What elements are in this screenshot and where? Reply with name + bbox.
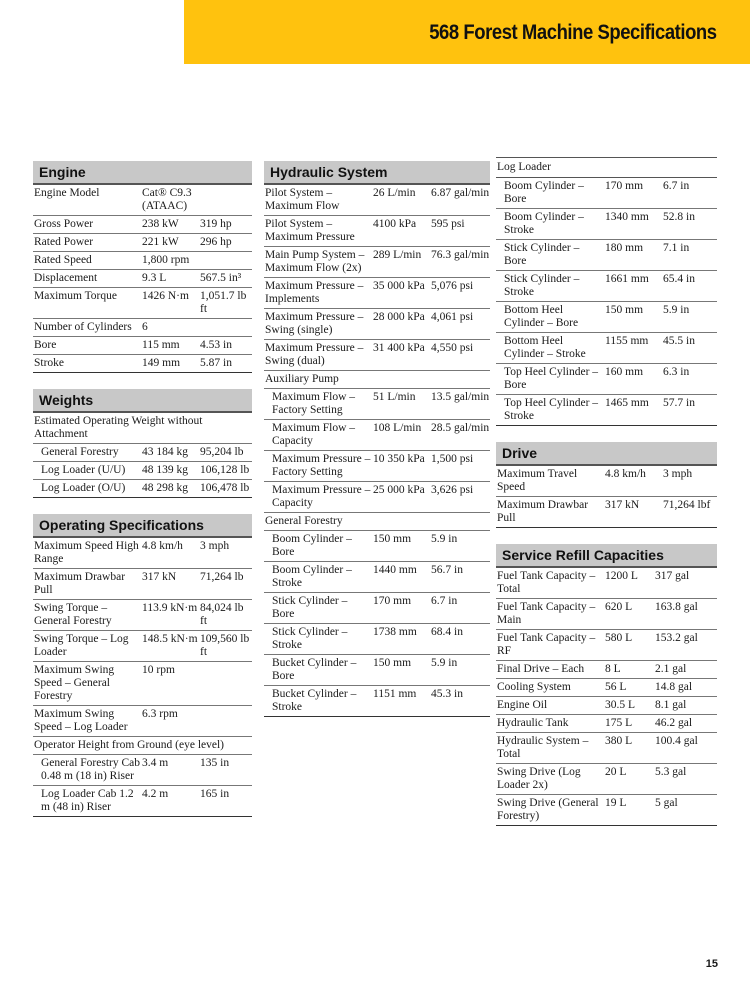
operating-table [33,538,252,817]
spec-label: Engine Model [33,185,141,216]
spec-value-imperial [199,706,252,737]
refill-heading: Service Refill Capacities [496,544,717,568]
spec-value-imperial: 5.9 in [430,655,490,686]
spec-value-metric: 317 kN [604,497,662,528]
spec-row [496,466,717,497]
spec-row [33,480,252,498]
spec-row [264,686,490,717]
spec-value-imperial: 106,128 lb [199,462,252,480]
spec-row [264,593,490,624]
spec-value-metric: 20 L [604,764,654,795]
spec-label: Final Drive – Each [496,661,604,679]
spec-row [496,271,717,302]
spec-row [496,209,717,240]
spec-label: Log Loader (O/U) [33,480,141,498]
spec-value-metric: 180 mm [604,240,662,271]
spec-value-imperial: 4,061 psi [430,309,490,340]
spec-value-metric: 56 L [604,679,654,697]
spec-row [264,482,490,513]
spec-value-metric: 1155 mm [604,333,662,364]
spec-label: Log Loader (U/U) [33,462,141,480]
spec-value-metric: 1426 N·m [141,288,199,319]
spec-row [496,715,717,733]
spec-value-imperial: 296 hp [199,234,252,252]
spec-label: Maximum Flow – Factory Setting [264,389,372,420]
spec-value-metric: 170 mm [604,178,662,209]
spec-value-metric: 1151 mm [372,686,430,717]
spec-row [33,631,252,662]
drive-table [496,466,717,528]
spec-value-metric: 150 mm [604,302,662,333]
spec-value-metric: 10 350 kPa [372,451,430,482]
spec-row [33,216,252,234]
spec-value-metric: 4.2 m [141,786,199,817]
drive-heading: Drive [496,442,717,466]
spec-value-metric: 3.4 m [141,755,199,786]
spec-value-imperial [199,252,252,270]
spec-row [496,599,717,630]
spec-value-metric: 115 mm [141,337,199,355]
spec-value-metric: 9.3 L [141,270,199,288]
spec-value-imperial: 100.4 gal [654,733,717,764]
spec-row [33,355,252,373]
spec-value-metric: 1,800 rpm [141,252,199,270]
spec-label: Boom Cylinder – Stroke [264,562,372,593]
spec-label: Maximum Speed High Range [33,538,141,569]
spec-value-metric: 108 L/min [372,420,430,451]
spec-value-imperial: 106,478 lb [199,480,252,498]
spec-label: Swing Drive (General Forestry) [496,795,604,826]
spec-value-metric: 580 L [604,630,654,661]
spec-value-metric: 317 kN [141,569,199,600]
spec-value-imperial: 5,076 psi [430,278,490,309]
spec-value-imperial: 153.2 gal [654,630,717,661]
spec-row [33,288,252,319]
spec-value-metric: 380 L [604,733,654,764]
spec-value-metric: 160 mm [604,364,662,395]
spec-value-imperial: 5.3 gal [654,764,717,795]
column-middle [264,157,490,717]
spec-row [496,497,717,528]
spec-label: Swing Drive (Log Loader 2x) [496,764,604,795]
spec-value-imperial: 1,051.7 lb ft [199,288,252,319]
spec-row [33,755,252,786]
spec-label: Stick Cylinder – Bore [264,593,372,624]
spec-row [33,270,252,288]
spec-row [33,337,252,355]
log-loader-table [496,178,717,426]
spec-value-metric: 1340 mm [604,209,662,240]
spec-label: Rated Speed [33,252,141,270]
spec-value-metric: 4.8 km/h [141,538,199,569]
spec-value-imperial: 6.3 in [662,364,717,395]
spec-value-metric: 10 rpm [141,662,199,706]
spec-label: Engine Oil [496,697,604,715]
spec-value-imperial: 6.7 in [430,593,490,624]
spec-label: Maximum Pressure – Factory Setting [264,451,372,482]
spec-value-imperial: 5 gal [654,795,717,826]
hydraulic-heading: Hydraulic System [264,161,490,185]
spec-label: Fuel Tank Capacity – Total [496,568,604,599]
spec-label: Boom Cylinder – Bore [264,531,372,562]
spec-row [264,185,490,216]
spec-value-imperial: 45.3 in [430,686,490,717]
weights-table [33,413,252,498]
spec-row [264,562,490,593]
spec-value-imperial: 56.7 in [430,562,490,593]
spec-label: Maximum Travel Speed [496,466,604,497]
title-banner [184,0,750,64]
spec-label: Stick Cylinder – Stroke [496,271,604,302]
spec-value-imperial: 4,550 psi [430,340,490,371]
spec-value-metric: 238 kW [141,216,199,234]
spec-value-metric: 25 000 kPa [372,482,430,513]
spec-value-imperial [199,185,252,216]
spec-row [264,247,490,278]
spec-value-imperial: 8.1 gal [654,697,717,715]
spec-label: Pilot System – Maximum Pressure [264,216,372,247]
spec-row [33,786,252,817]
spec-label: Bucket Cylinder – Stroke [264,686,372,717]
spec-label: Top Heel Cylinder – Stroke [496,395,604,426]
spec-row [264,309,490,340]
spec-label: Stick Cylinder – Bore [496,240,604,271]
log-loader-heading: Log Loader [496,157,717,178]
spec-value-metric: 30.5 L [604,697,654,715]
spec-label: Number of Cylinders [33,319,141,337]
spec-label: General Forestry [33,444,141,462]
spec-row [496,302,717,333]
spec-row [33,185,252,216]
spec-label: Swing Torque – Log Loader [33,631,141,662]
spec-value-metric: 8 L [604,661,654,679]
spec-value-metric: 113.9 kN·m [141,600,199,631]
spec-row [496,178,717,209]
spec-value-metric: 31 400 kPa [372,340,430,371]
spec-value-imperial: 95,204 lb [199,444,252,462]
column-left [33,157,252,817]
hydraulic-table [264,185,490,717]
spec-row [496,679,717,697]
spec-value-metric: 149 mm [141,355,199,373]
spec-label: Boom Cylinder – Stroke [496,209,604,240]
spec-row [33,569,252,600]
spec-value-metric: 6.3 rpm [141,706,199,737]
spec-value-imperial: 595 psi [430,216,490,247]
engine-heading: Engine [33,161,252,185]
spec-label: Main Pump System – Maximum Flow (2x) [264,247,372,278]
spec-value-imperial: 109,560 lb ft [199,631,252,662]
spec-value-imperial: 4.53 in [199,337,252,355]
spec-value-imperial: 13.5 gal/min [430,389,490,420]
spec-row [496,697,717,715]
auxiliary-pump-heading: Auxiliary Pump [264,371,490,389]
spec-value-metric: 1465 mm [604,395,662,426]
spec-row [33,706,252,737]
spec-value-imperial: 5.9 in [430,531,490,562]
weights-intro: Estimated Operating Weight without Attachment [33,413,252,444]
spec-value-metric: 26 L/min [372,185,430,216]
spec-label: Hydraulic System – Total [496,733,604,764]
spec-label: Maximum Swing Speed – General Forestry [33,662,141,706]
spec-row [496,661,717,679]
spec-label: Pilot System – Maximum Flow [264,185,372,216]
spec-value-imperial: 68.4 in [430,624,490,655]
spec-label: General Forestry Cab 0.48 m (18 in) Riser [33,755,141,786]
spec-row [264,340,490,371]
spec-value-metric: 28 000 kPa [372,309,430,340]
spec-value-imperial: 52.8 in [662,209,717,240]
spec-row [33,538,252,569]
spec-value-metric: 51 L/min [372,389,430,420]
spec-row [264,624,490,655]
spec-value-metric: 175 L [604,715,654,733]
spec-label: Swing Torque – General Forestry [33,600,141,631]
spec-row [33,662,252,706]
spec-value-imperial [199,319,252,337]
spec-value-metric: 1738 mm [372,624,430,655]
spec-value-imperial: 6.7 in [662,178,717,209]
spec-label: Maximum Torque [33,288,141,319]
spec-row [496,333,717,364]
spec-label: Maximum Pressure – Swing (dual) [264,340,372,371]
spec-row [496,630,717,661]
spec-value-metric: 4100 kPa [372,216,430,247]
spec-label: Maximum Drawbar Pull [33,569,141,600]
spec-value-metric: 43 184 kg [141,444,199,462]
spec-value-imperial: 71,264 lbf [662,497,717,528]
spec-label: Hydraulic Tank [496,715,604,733]
spec-value-imperial: 1,500 psi [430,451,490,482]
page-number: 15 [705,958,718,970]
spec-row [33,462,252,480]
spec-value-metric: 620 L [604,599,654,630]
spec-label: Bore [33,337,141,355]
spec-value-metric: Cat® C9.3 (ATAAC) [141,185,199,216]
spec-label: Bottom Heel Cylinder – Stroke [496,333,604,364]
spec-value-imperial: 3 mph [199,538,252,569]
spec-value-imperial: 165 in [199,786,252,817]
spec-label: Maximum Drawbar Pull [496,497,604,528]
spec-value-metric: 19 L [604,795,654,826]
spec-row [264,451,490,482]
spec-value-imperial: 45.5 in [662,333,717,364]
spec-label: Boom Cylinder – Bore [496,178,604,209]
spec-label: Bucket Cylinder – Bore [264,655,372,686]
spec-label: Maximum Pressure – Implements [264,278,372,309]
spec-value-metric: 170 mm [372,593,430,624]
spec-value-imperial: 65.4 in [662,271,717,302]
spec-value-imperial: 3,626 psi [430,482,490,513]
spec-row [33,444,252,462]
spec-value-metric: 1661 mm [604,271,662,302]
spec-value-metric: 148.5 kN·m [141,631,199,662]
spec-value-imperial: 46.2 gal [654,715,717,733]
spec-row [496,364,717,395]
spec-row [496,240,717,271]
spec-value-metric: 35 000 kPa [372,278,430,309]
refill-table [496,568,717,826]
spec-value-imperial: 163.8 gal [654,599,717,630]
spec-value-imperial: 84,024 lb ft [199,600,252,631]
spec-row [33,252,252,270]
spec-row [33,234,252,252]
operating-heading: Operating Specifications [33,514,252,538]
spec-label: Fuel Tank Capacity – RF [496,630,604,661]
engine-table [33,185,252,373]
spec-label: Top Heel Cylinder – Bore [496,364,604,395]
spec-label: Maximum Pressure – Capacity [264,482,372,513]
spec-value-imperial: 319 hp [199,216,252,234]
spec-value-imperial: 76.3 gal/min [430,247,490,278]
spec-value-imperial: 28.5 gal/min [430,420,490,451]
spec-row [264,389,490,420]
spec-value-imperial: 71,264 lb [199,569,252,600]
spec-label: Stroke [33,355,141,373]
spec-label: Fuel Tank Capacity – Main [496,599,604,630]
spec-value-imperial [199,662,252,706]
spec-label: Rated Power [33,234,141,252]
spec-label: Displacement [33,270,141,288]
spec-row [264,420,490,451]
spec-value-metric: 1440 mm [372,562,430,593]
spec-label: Maximum Pressure – Swing (single) [264,309,372,340]
spec-value-metric: 48 298 kg [141,480,199,498]
spec-label: Maximum Flow – Capacity [264,420,372,451]
operator-height-heading: Operator Height from Ground (eye level) [33,737,252,755]
spec-row [496,795,717,826]
spec-value-metric: 1200 L [604,568,654,599]
spec-row [496,733,717,764]
spec-row [264,655,490,686]
spec-row [496,395,717,426]
column-right [496,157,717,826]
spec-value-imperial: 7.1 in [662,240,717,271]
spec-row [33,600,252,631]
spec-value-metric: 150 mm [372,531,430,562]
spec-row [264,278,490,309]
spec-label: Gross Power [33,216,141,234]
spec-row [33,319,252,337]
page-title: 568 Forest Machine Specifications [429,21,717,44]
general-forestry-heading: General Forestry [264,513,490,531]
spec-value-imperial: 567.5 in³ [199,270,252,288]
spec-label: Cooling System [496,679,604,697]
spec-value-imperial: 2.1 gal [654,661,717,679]
spec-value-imperial: 5.87 in [199,355,252,373]
spec-value-imperial: 14.8 gal [654,679,717,697]
spec-label: Bottom Heel Cylinder – Bore [496,302,604,333]
spec-row [496,568,717,599]
spec-value-metric: 289 L/min [372,247,430,278]
spec-row [264,531,490,562]
spec-row [496,764,717,795]
spec-value-metric: 48 139 kg [141,462,199,480]
spec-label: Log Loader Cab 1.2 m (48 in) Riser [33,786,141,817]
spec-row [264,216,490,247]
spec-label: Stick Cylinder – Stroke [264,624,372,655]
spec-value-metric: 150 mm [372,655,430,686]
spec-value-imperial: 6.87 gal/min [430,185,490,216]
spec-value-imperial: 135 in [199,755,252,786]
spec-label: Maximum Swing Speed – Log Loader [33,706,141,737]
spec-value-imperial: 5.9 in [662,302,717,333]
spec-value-metric: 4.8 km/h [604,466,662,497]
weights-heading: Weights [33,389,252,413]
spec-value-imperial: 57.7 in [662,395,717,426]
spec-value-imperial: 317 gal [654,568,717,599]
spec-value-imperial: 3 mph [662,466,717,497]
spec-value-metric: 221 kW [141,234,199,252]
spec-value-metric: 6 [141,319,199,337]
